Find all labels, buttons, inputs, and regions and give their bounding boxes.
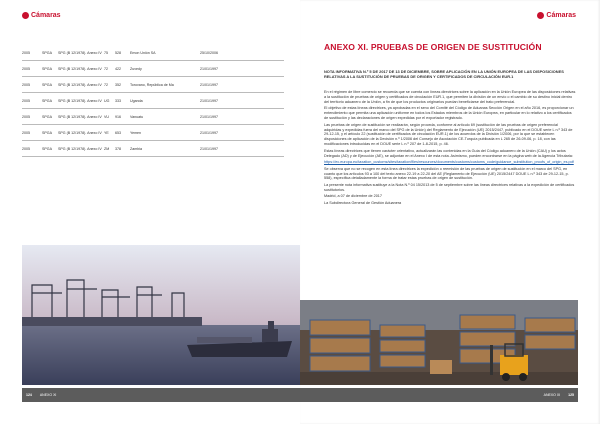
- table-cell: SPGA: [42, 109, 58, 125]
- right-page: [300, 0, 600, 424]
- table-cell: 72: [104, 61, 115, 77]
- table-cell: SPG (B 12/1978). Anexo IV: [58, 77, 104, 93]
- table-cell: VU: [104, 109, 115, 125]
- table-cell: 21/01/1997: [200, 93, 284, 109]
- camaras-logo-icon: [537, 12, 544, 19]
- logo-text: Cámaras: [31, 12, 61, 19]
- paragraph: Estas líneas directrices que tienen carácter orientativo, actualizarán las contenidas en la Guía del Código aduanero de la Unión (CAU) y los actos Delegado (AD) y de Ejecución (AE), se adjuntan en el Anexo I de esta nota. Asimismo, pueden encontrarse en la página web de la Agencia Tributaria:: [324, 148, 573, 158]
- table-cell: Emon Unión SA: [130, 45, 200, 61]
- table-row: [22, 125, 284, 141]
- table-cell: UG: [104, 93, 115, 109]
- signature-date: Madrid, a 07 de diciembre de 2017: [324, 194, 382, 199]
- table-row: [22, 45, 284, 61]
- left-footer: [22, 388, 300, 402]
- table-cell: Torovano, República de Ma: [130, 77, 200, 93]
- table-cell: YE: [104, 125, 115, 141]
- footer-title: ANEXO XI: [543, 393, 561, 397]
- origin-table: [22, 45, 284, 157]
- right-footer: [300, 388, 578, 402]
- table-cell: 2005: [22, 125, 42, 141]
- table-cell: 2005: [22, 61, 42, 77]
- table-cell: SPGA: [42, 45, 58, 61]
- paragraph: La presente nota informativa sustituye a la Nota N.º 04 15/2013 de 5 de septiembre sobre las líneas directrices relativas a la expedición de certificados sustitutorios.: [324, 182, 575, 192]
- camaras-logo: [537, 12, 576, 19]
- table-cell: 25/10/2006: [200, 45, 284, 61]
- table-row: [22, 141, 284, 157]
- table-cell: 2005: [22, 93, 42, 109]
- table-row: [22, 61, 284, 77]
- paragraph: Se observa que no se recogen en esta línea directrices la expedición o reemisión de las pruebas de origen de sustitución en el marco del SPG, en cuanto que los artículos 93 a 100 del texto anexo 22-19 a 22-20 del AE (Reglamento de Ejecución (UE) 2015/2447 DOUE L n.º 343 de 29-12-15, p. 558), específica detalladamente la forma de tratar estas pruebas de origen de sustitución.: [324, 166, 569, 181]
- signature-name: La Subdirectora General de Gestión Aduanera: [324, 200, 402, 205]
- table-cell: 528: [115, 45, 130, 61]
- annex-subtitle: NOTA INFORMATIVA N.º 5 DE 2017 DE 13 DE DICIEMBRE, SOBRE APLICACIÓN EN LA UNIÓN EUROPEA DE LAS DISPOSICIONES RELATIVAS A LA SUSTITUCIÓN DE PRUEBAS DE ORIGEN Y CERTIFICADOS DE CIRCULACIÓN EUR.1: [324, 69, 564, 79]
- table-cell: Vanuatu: [130, 109, 200, 125]
- table-cell: SPGA: [42, 93, 58, 109]
- annex-body: [324, 90, 576, 207]
- table-cell: 352: [115, 77, 130, 93]
- table-cell: SPGA: [42, 125, 58, 141]
- table-cell: 422: [115, 61, 130, 77]
- camaras-logo: [22, 12, 61, 19]
- table-cell: 916: [115, 109, 130, 125]
- page-number: 125: [568, 393, 574, 397]
- paragraph: El objetivo de estas líneas directrices, ya aprobadas en el seno del Comité del Código de Aduanas Sección Origen en el año 2016, es proporcionar un entendimiento que permita una aplicación uniforme en todos los Estados miembros de la Unión Europea, en particular en lo relativo a los certificados de sustitución y las declaraciones de origen expedidas por el exportador registrado.: [324, 106, 574, 121]
- table-cell: SPG (B 12/1978). Anexo IV: [58, 141, 104, 157]
- page-number: 124: [26, 393, 32, 397]
- table-cell: SPG (B 12/1978). Anexo IV: [58, 93, 104, 109]
- table-cell: SPG (B 12/1978). Anexo IV: [58, 45, 104, 61]
- table-cell: 378: [115, 141, 130, 157]
- table-cell: 75: [104, 45, 115, 61]
- table-cell: SPG (B 12/1978). Anexo IV: [58, 109, 104, 125]
- table-cell: 21/01/1997: [200, 141, 284, 157]
- table-cell: 21/01/1997: [200, 61, 284, 77]
- table-row: [22, 77, 284, 93]
- table-cell: 653: [115, 125, 130, 141]
- table-cell: SPG (B 12/1978). Anexo IV: [58, 125, 104, 141]
- port-photo: [22, 245, 300, 385]
- guidance-link[interactable]: https://ec.europa.eu/taxation_customs/sites/taxation/files/resources/documents/customs/customs_code/guidance_substitution_proofs_of_origin_es.pdf: [324, 160, 574, 165]
- table-cell: 72: [104, 77, 115, 93]
- table-row: [22, 109, 284, 125]
- logo-text: Cámaras: [546, 12, 576, 19]
- table-cell: 2005: [22, 45, 42, 61]
- annex-title: ANEXO XI. PRUEBAS DE ORIGEN DE SUSTITUCIÓN: [324, 42, 542, 52]
- warehouse-photo: [300, 300, 578, 385]
- table-cell: SPG (B 12/1978). Anexo IV: [58, 61, 104, 77]
- camaras-logo-icon: [22, 12, 29, 19]
- table-cell: Yemen: [130, 125, 200, 141]
- table-cell: ZM: [104, 141, 115, 157]
- table-cell: 2005: [22, 141, 42, 157]
- table-cell: SPGA: [42, 141, 58, 157]
- table-cell: Zambia: [130, 141, 200, 157]
- table-row: [22, 93, 284, 109]
- table-cell: Uganda: [130, 93, 200, 109]
- table-cell: SPGA: [42, 77, 58, 93]
- table-cell: 21/01/1997: [200, 109, 284, 125]
- table-cell: 21/01/1997: [200, 125, 284, 141]
- table-cell: Zuvedy: [130, 61, 200, 77]
- footer-title: ANEXO XI: [39, 393, 57, 397]
- table-cell: 21/01/1997: [200, 77, 284, 93]
- table-cell: 2005: [22, 77, 42, 93]
- table-cell: 333: [115, 93, 130, 109]
- table-cell: SPGA: [42, 61, 58, 77]
- paragraph: En el régimen de libre comercio se recuerda que se cuenta con líneas directrices sobre la aplicación en la Unión Europea de las disposiciones relativas a la sustitución de pruebas de origen y certificados de circulación EUR.1, que permiten la división de un envío o el cambio de su destino inicial dentro del territorio aduanero de la Unión, a fin de que los productos originarios puedan beneficiarse del trato preferencial.: [324, 90, 576, 104]
- table-cell: 2005: [22, 109, 42, 125]
- paragraph: Las pruebas de origen de sustitución se realizarán, según proceda, conforme al artículo 69 (sustitución de las pruebas de origen preferencial adquiridas y expedidas fuera del marco del SPG de la Unión) del Reglamento de Ejecución (UE) 2015/2447, publicado en el DOUE serie L n.º 343 de 29-12-15, y el artículo 22 (sustitución de certificados de circulación EUR.1) de los acuerdos de la División 1/2006, por la que se establecen disposiciones de aplicación de la Decisión n.º 1/2006 del Consejo de Asociación CE-Turquía publicada en L 265 de 26-09-06, p. 18, con las modificaciones introducidas en el DOUE serie L n.º 207 de 1-8-2015, p. 46.: [324, 122, 573, 147]
